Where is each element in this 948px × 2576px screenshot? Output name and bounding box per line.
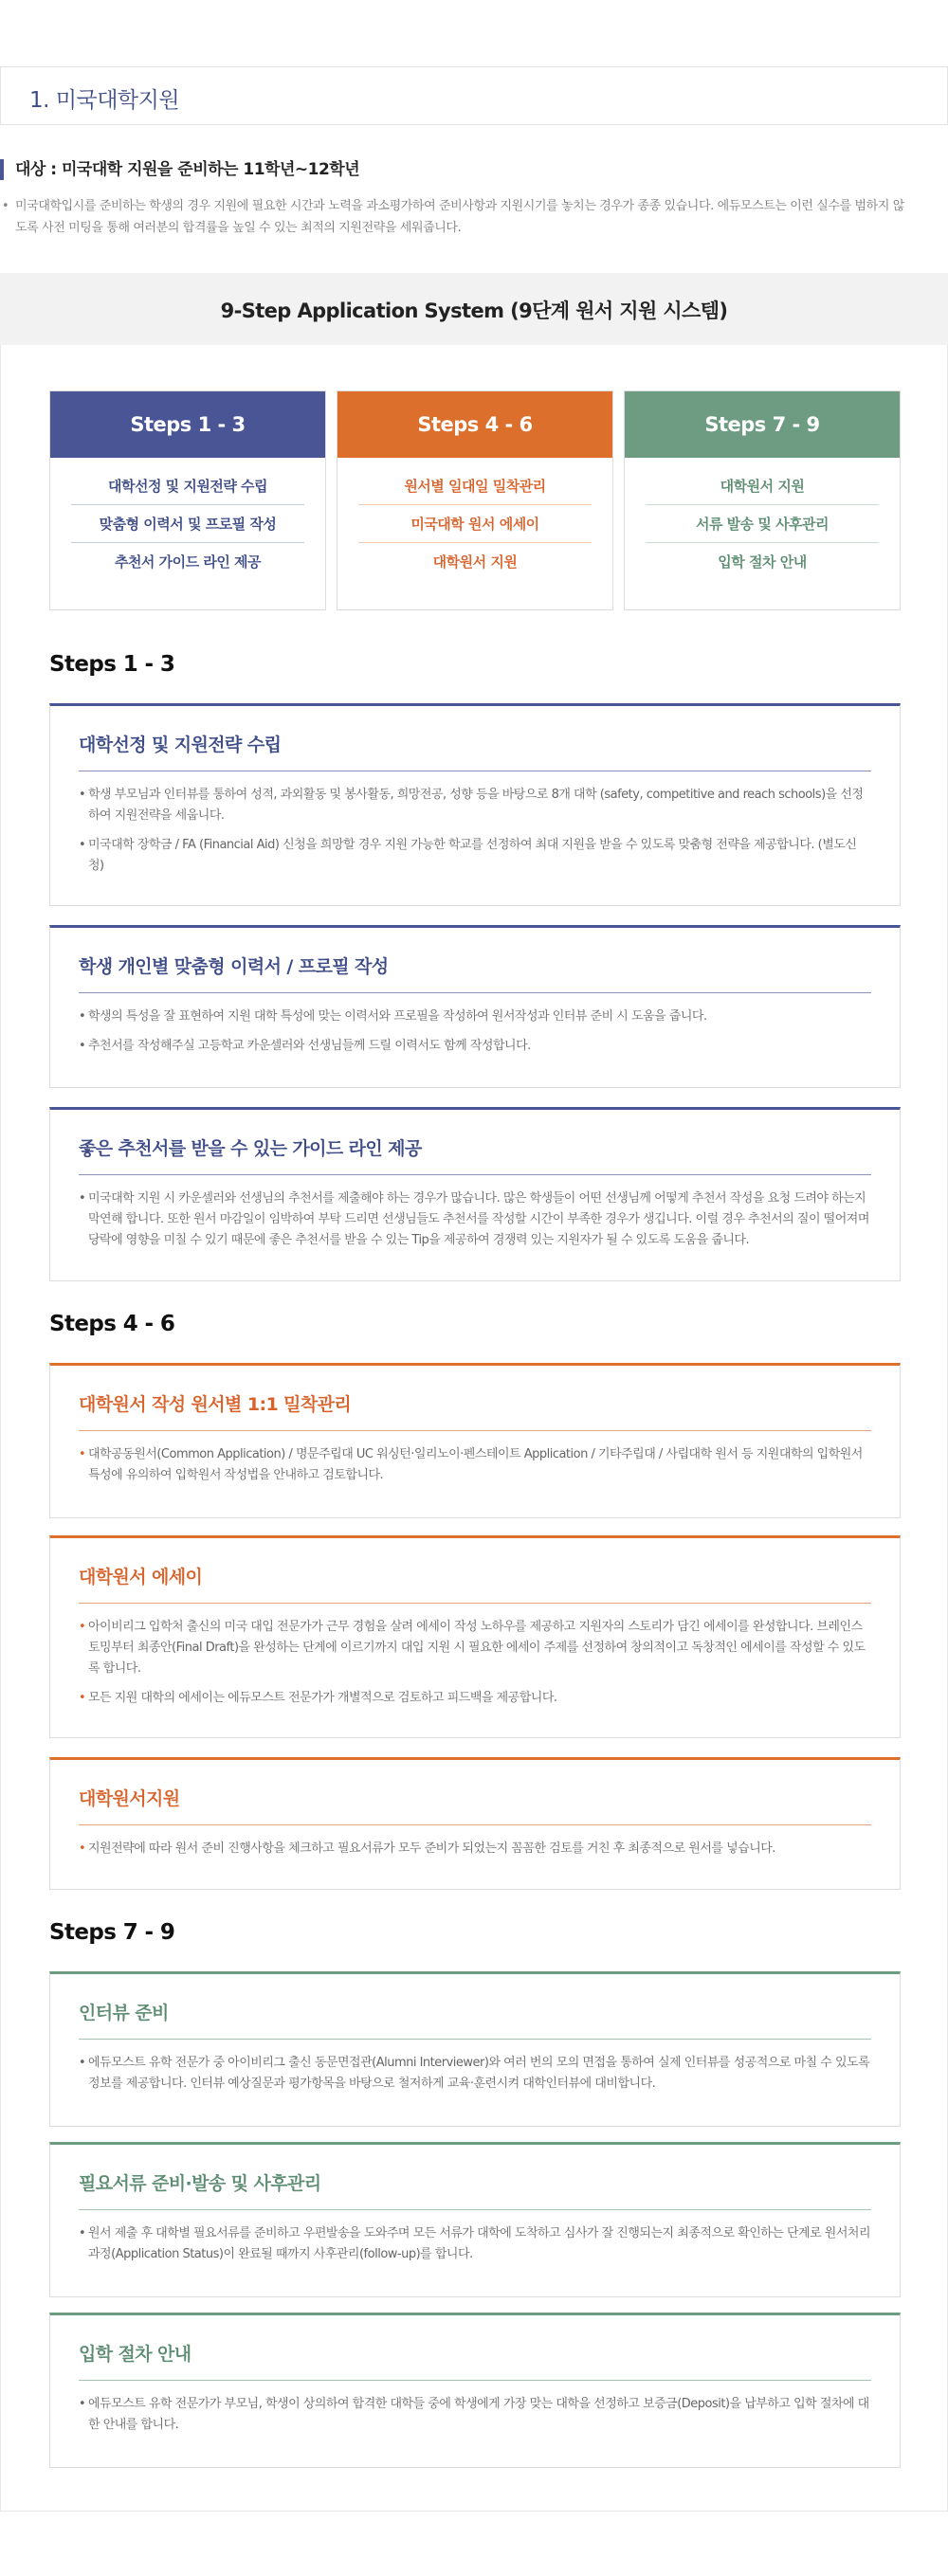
step-card-item: 대학원서 지원 (646, 467, 879, 505)
step-card-item: 입학 절차 안내 (718, 553, 807, 571)
target-description: • 미국대학입시를 준비하는 학생의 경우 지원에 필요한 시간과 노력을 과소평가하여 준비사항과 지원시기를 놓치는 경우가 종종 있습니다. 에듀모스트는 이런 실수를 범하지 않도록 사전 미팅을 통해 여러분의 합격률을 높일 수 있는 최적의 지원전략을 세워줍니다. (0, 195, 910, 239)
section-heading-steps-1-3: Steps 1 - 3 (49, 652, 175, 677)
step-card-header: Steps 7 - 9 (625, 391, 900, 458)
step-box-bullet: • 대학공동원서(Common Application) / 명문주립대 UC 워싱턴·일리노이·펜스테이트 Application / 기타주립대 / 사립대학 원서 등 지원대학의 입학원서 특성에 유의하여 입학원서 작성법을 안내하고 검토합니다. (79, 1444, 871, 1486)
step-box-title: 대학원서 에세이 (79, 1538, 871, 1604)
page-title-box (0, 66, 948, 125)
step-box-application-management (49, 1363, 901, 1518)
step-box-title: 입학 절차 안내 (79, 2315, 871, 2381)
step-card-item: 미국대학 원서 에세이 (358, 505, 592, 543)
step-box-essay (49, 1535, 901, 1738)
page-title: 1. 미국대학지원 (29, 88, 180, 113)
step-card-1-3 (49, 390, 326, 610)
step-box-bullet: • 아이비리그 입학처 출신의 미국 대입 전문가가 근무 경험을 살려 에세이 작성 노하우를 제공하고 지원자의 스토리가 담긴 에세이를 완성합니다. 브레인스토밍부터 최종안(Final Draft)을 완성하는 단계에 이르기까지 대입 지원 시 필요한 에세이 주제를 선정하여 창의적이고 독창적인 에세이를 작성할 수 있도록 합니다. (79, 1617, 871, 1679)
system-title: 9-Step Application System (9단계 원서 지원 시스템) (220, 299, 728, 322)
step-card-item: 맞춤형 이력서 및 프로필 작성 (71, 505, 304, 543)
step-box-title: 필요서류 준비·발송 및 사후관리 (79, 2145, 871, 2210)
step-card-header: Steps 1 - 3 (50, 391, 325, 458)
step-card-item: 원서별 일대일 밀착관리 (358, 467, 592, 505)
step-box-bullet: • 학생의 특성을 잘 표현하여 지원 대학 특성에 맞는 이력서와 프로필을 작성하여 원서작성과 인터뷰 준비 시 도움을 줍니다. (79, 1007, 871, 1027)
step-box-title: 인터뷰 준비 (79, 1974, 871, 2040)
step-box-bullet: • 에듀모스트 유학 전문가가 부모님, 학생이 상의하여 합격한 대학들 중에 학생에게 가장 맞는 대학을 선정하고 보증금(Deposit)을 납부하고 입학 절차에 대한 안내를 합니다. (79, 2394, 871, 2436)
step-box-bullet: • 미국대학 장학금 / FA (Financial Aid) 신청을 희망할 경우 지원 가능한 학교를 선정하여 최대 지원을 받을 수 있도록 맞춤형 전략을 제공합니다. (별도신청) (79, 835, 871, 877)
step-box-title: 대학원서 작성 원서별 1:1 밀착관리 (79, 1366, 871, 1431)
section-heading-steps-7-9: Steps 7 - 9 (49, 1920, 175, 1945)
step-box-bullet: • 에듀모스트 유학 전문가 중 아이비리그 출신 동문면접관(Alumni Interviewer)와 여러 번의 모의 면접을 통하여 실제 인터뷰를 성공적으로 마칠 수 있도록 정보를 제공합니다. 인터뷰 예상질문과 평가항목을 바탕으로 철저하게 교육·훈련시켜 대학인터뷰에 대비합니다. (79, 2053, 871, 2095)
step-card-7-9 (624, 390, 901, 610)
step-card-item: 추천서 가이드 라인 제공 (114, 553, 262, 571)
step-card-item: 서류 발송 및 사후관리 (646, 505, 879, 543)
step-box-title: 대학원서지원 (79, 1760, 871, 1825)
section-heading-steps-4-6: Steps 4 - 6 (49, 1312, 175, 1336)
step-card-header: Steps 4 - 6 (337, 391, 612, 458)
step-box-bullet: • 미국대학 지원 시 카운셀러와 선생님의 추천서를 제출해야 하는 경우가 많습니다. 많은 학생들이 어떤 선생님께 어떻게 추천서 작성을 요청 드려야 하는지 막연해 합니다. 또한 원서 마감일이 임박하여 부탁 드리면 선생님들도 추천서를 작성할 시간이 부족한 경우가 생깁니다. 이럴 경우 추천서의 질이 떨어져며 당락에 영향을 미칠 수 있기 때문에 좋은 추천서를 받을 수 있는 Tip을 제공하여 경쟁력 있는 지원자가 될 수 있도록 도움을 줍니다. (79, 1188, 871, 1251)
step-box-recommendation-guide (49, 1107, 901, 1281)
system-title-band (0, 273, 948, 345)
step-box-title: 학생 개인별 맞춤형 이력서 / 프로필 작성 (79, 928, 871, 993)
target-heading: 대상 : 미국대학 지원을 준비하는 11학년~12학년 (0, 159, 359, 180)
step-box-bullet: • 모든 지원 대학의 에세이는 에듀모스트 전문가가 개별적으로 검토하고 피드백을 제공합니다. (79, 1688, 871, 1709)
step-box-college-selection (49, 703, 901, 906)
step-box-admission-procedure (49, 2313, 901, 2468)
step-box-resume-profile (49, 925, 901, 1088)
step-box-application-submission (49, 1757, 901, 1890)
step-box-bullet: • 원서 제출 후 대학별 필요서류를 준비하고 우편발송을 도와주며 모든 서류가 대학에 도착하고 심사가 잘 진행되는지 최종적으로 확인하는 단계로 원서처리과정(Application Status)이 완료될 때까지 사후관리(follow-up)를 합니다. (79, 2223, 871, 2265)
step-box-bullet: • 지원전략에 따라 원서 준비 진행사항을 체크하고 필요서류가 모두 준비가 되었는지 꼼꼼한 검토를 거친 후 최종적으로 원서를 넣습니다. (79, 1839, 871, 1859)
step-box-title: 대학선정 및 지원전략 수립 (79, 706, 871, 771)
step-box-bullet: • 추천서를 작성해주실 고등학교 카운셀러와 선생님들께 드릴 이력서도 함께 작성합니다. (79, 1036, 871, 1057)
step-card-item: 대학선정 및 지원전략 수립 (71, 467, 304, 505)
step-box-title: 좋은 추천서를 받을 수 있는 가이드 라인 제공 (79, 1110, 871, 1175)
step-box-interview (49, 1971, 901, 2127)
step-card-item: 대학원서 지원 (432, 553, 518, 571)
step-box-bullet: • 학생 부모님과 인터뷰를 통하여 성적, 과외활동 및 봉사활동, 희망전공, 성향 등을 바탕으로 8개 대학 (safety, competitive and reach schools)을 선정하여 지원전략을 세웁니다. (79, 785, 871, 826)
step-card-4-6 (337, 390, 613, 610)
step-box-documents-followup (49, 2142, 901, 2297)
